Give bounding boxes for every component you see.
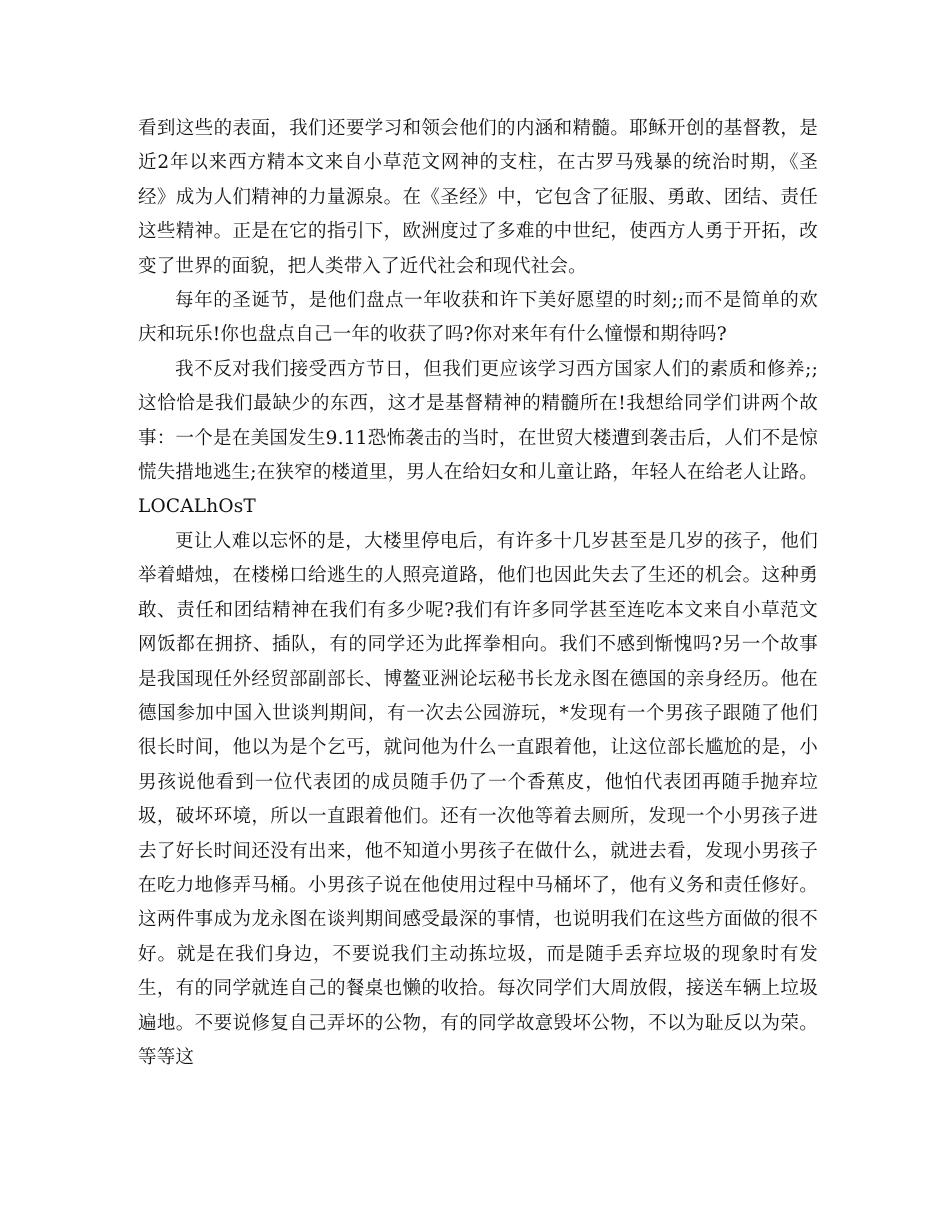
paragraph-2: 每年的圣诞节，是他们盘点一年收获和许下美好愿望的时刻;;而不是简单的欢庆和玩乐!你也盘点自己一年的收获了吗?你对来年有什么憧憬和期待吗?	[138, 290, 818, 346]
paragraph-4: 更让人难以忘怀的是，大楼里停电后，有许多十几岁甚至是几岁的孩子，他们举着蜡烛，在楼梯口给逃生的人照亮道路，他们也因此失去了生还的机会。这种勇敢、责任和团结精神在我们有多少呢?我们有许多同学甚至连吃本文来自小草范文网饭都在拥挤、插队，有的同学还为此挥拳相向。我们不感到惭愧吗?另一个故事是我国现任外经贸部副部长、博鳌亚洲论坛秘书长龙永图在德国的亲身经历。他在德国参加中国入世谈判期间，有一次去公园游玩，*发现有一个男孩子跟随了他们很长时间，他以为是个乞丐，就问他为什么一直跟着他，让这位部长尴尬的是，小男孩说他看到一位代表团的成员随手仍了一个香蕉皮，他怕代表团再随手抛弃垃圾，破坏环境，所以一直跟着他们。还有一次他等着去厕所，发现一个小男孩子进去了好长时间还没有出来，他不知道小男孩子在做什么，就进去看，发现小男孩子在吃力地修弄马桶。小男孩子说在他使用过程中马桶坏了，他有义务和责任修好。这两件事成为龙永图在谈判期间感受最深的事情，也说明我们在这些方面做的很不好。就是在我们身边，不要说我们主动拣垃圾，而是随手丢弃垃圾的现象时有发生，有的同学就连自己的餐桌也懒的收拾。每次同学们大周放假，接送车辆上垃圾遍地。不要说修复自己弄坏的公物，有的同学故意毁坏公物，不以为耻反以为荣。等等这	[138, 530, 818, 1068]
paragraph-1: 看到这些的表面，我们还要学习和领会他们的内涵和精髓。耶稣开创的基督教，是近2年以来西方精本文来自小草范文网神的支柱，在古罗马残暴的统治时期，《圣经》成为人们精神的力量源泉。在《圣经》中，它包含了征服、勇敢、团结、责任这些精神。正是在它的指引下，欧洲度过了多难的中世纪，使西方人勇于开拓，改变了世界的面貌，把人类带入了近代社会和现代社会。	[138, 118, 818, 277]
paragraph-3: 我不反对我们接受西方节日，但我们更应该学习西方国家人们的素质和修养;;这恰恰是我们最缺少的东西，这才是基督精神的精髓所在!我想给同学们讲两个故事：一个是在美国发生9.11恐怖袭击的当时，在世贸大楼遭到袭击后，人们不是惊慌失措地逃生;在狭窄的楼道里，男人在给妇女和儿童让路，年轻人在给老人让路。LOCALhOsT	[138, 358, 818, 518]
document-body	[138, 112, 818, 1075]
